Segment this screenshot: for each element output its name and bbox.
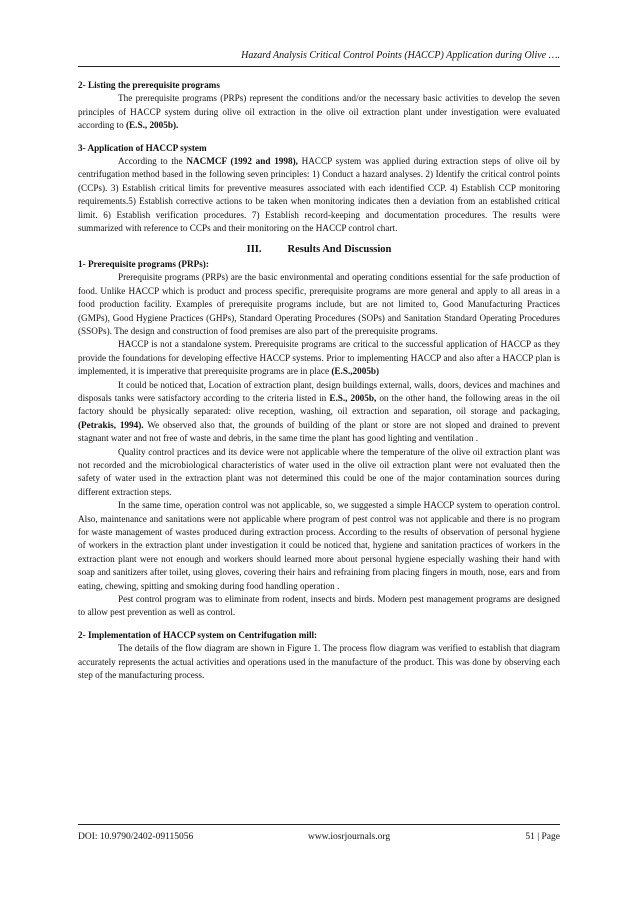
paragraph: Quality control practices and its device were not applicable where the temperature of the olive oil extraction plant was not recorded and the microbiological characteristics of water used in the olive oil extraction plant were not evaluated then the safety of water used in the extraction plant was not determined this could be one of the major contamination sources during different extraction steps. — [78, 446, 560, 497]
paragraph: HACCP is not a standalone system. Prerequisite programs are critical to the successful application of HACCP as they provide the foundations for developing effective HACCP systems. Prior to implementing HACCP and also after a HACCP plan is implemented, it is imperative that prerequisite programs are in place (E.S.,2005b) — [78, 339, 560, 377]
citation: (Petrakis, 1994). — [78, 419, 144, 430]
article-body — [78, 79, 560, 682]
footer-page-number: 51 | Page — [525, 832, 560, 842]
footer-site[interactable]: www.iosrjournals.org — [308, 832, 391, 842]
heading-listing-prerequisite: 2- Listing the prerequisite programs — [78, 80, 220, 90]
running-head: Hazard Analysis Critical Control Points (HACCP) Application during Olive …. — [241, 50, 560, 61]
paragraph: The details of the flow diagram are shown in Figure 1. The process flow diagram was verified to establish that diagram accurately represents the actual activities and operations used in the manufacture of the product. This was done by observing each step of the manufacturing process. — [78, 643, 560, 681]
paragraph: In the same time, operation control was not applicable, so, we suggested a simple HACCP system to operation control. Also, maintenance and sanitations were not applicable where program of pest control was not applicable and there is no program for waste management of wastes produced during extraction process. According to the results of observation of personal hygiene of workers in the extraction plant under investigation it could be noticed that, hygiene and sanitation practices of workers in the extraction plant were not enough and workers should learned more about personal hygiene especially washing their hand with soap and sanitizers after toilet, using gloves, covering their hairs and refraining from placing fingers in mouth, nose, ears and from eating, chewing, spitting and smoking during food handling operation . — [78, 500, 560, 591]
citation: NACMCF (1992 and 1998), — [186, 156, 298, 167]
citation: (E.S.,2005b) — [331, 366, 380, 377]
footer-rule — [78, 824, 560, 825]
paragraph: Pest control program was to eliminate from rodent, insects and birds. Modern pest management programs are designed to allow pest prevention as well as control. — [78, 594, 560, 618]
section-numeral: III. — [246, 244, 262, 256]
footer-doi: DOI: 10.9790/2402-09115056 — [78, 832, 194, 842]
citation: E.S., 2005b, — [329, 392, 377, 403]
section-title: Results And Discussion — [287, 244, 392, 256]
header-rule — [78, 66, 560, 67]
paragraph: The prerequisite programs (PRPs) represent the conditions and/or the necessary basic activities to develop the seven principles of HACCP system during olive oil extraction in the olive oil extraction plant under investigation were evaluated according to (E.S., 2005b). — [78, 93, 560, 131]
subheading-implementation: 2- Implementation of HACCP system on Centrifugation mill: — [78, 629, 318, 640]
heading-application-haccp: 3- Application of HACCP system — [78, 142, 207, 153]
paragraph: Prerequisite programs (PRPs) are the basic environmental and operating conditions essential for the safe production of food. Unlike HACCP which is product and process specific, prerequisite programs are more general and apply to all areas in a food production facility. Examples of prerequisite programs include, but are not limited to, Good Manufacturing Practices (GMPs), Good Hygiene Practices (GHPs), Standard Operating Procedures (SOPs) and Sanitation Standard Operating Procedures (SSOPs). The design and construction of food premises are also part of the prerequisite programs. — [78, 272, 560, 336]
paragraph: According to the NACMCF (1992 and 1998), HACCP system was applied during extraction steps of olive oil by centrifugation method based in the following seven principles: 1) Conduct a hazard analyses. 2) Identify the critical control points (CCPs). 3) Establish critical limits for preventive measures associated with each identified CCP. 4) Establish CCP monitoring requirements.5) Establish corrective actions to be taken when monitoring indicates then a deviation from an established critical limit. 6) Establish verification procedures. 7) Establish record-keeping and documentation procedures. The results were summarized with reference to CCPs and their monitoring on the HACCP control chart. — [78, 156, 560, 234]
subheading-prps: 1- Prerequisite programs (PRPs): — [78, 258, 209, 269]
citation: (E.S., 2005b). — [125, 120, 179, 131]
section-heading-results — [78, 243, 560, 256]
paragraph: It could be noticed that, Location of extraction plant, design buildings external, walls, doors, devices and machines and disposals tanks were satisfactory according to the criteria listed in E.S., 2005b, on the other hand, the following areas in the oil factory should be physically separated: olive reception, washing, oil extraction and separation, oil storage and packaging, (Petrakis, 1994). We observed also that, the grounds of building of the plant or store are not sloped and drained to prevent stagnant water and not free of waste and debris, in the same time the plant has good lighting and ventilation . — [78, 379, 560, 444]
